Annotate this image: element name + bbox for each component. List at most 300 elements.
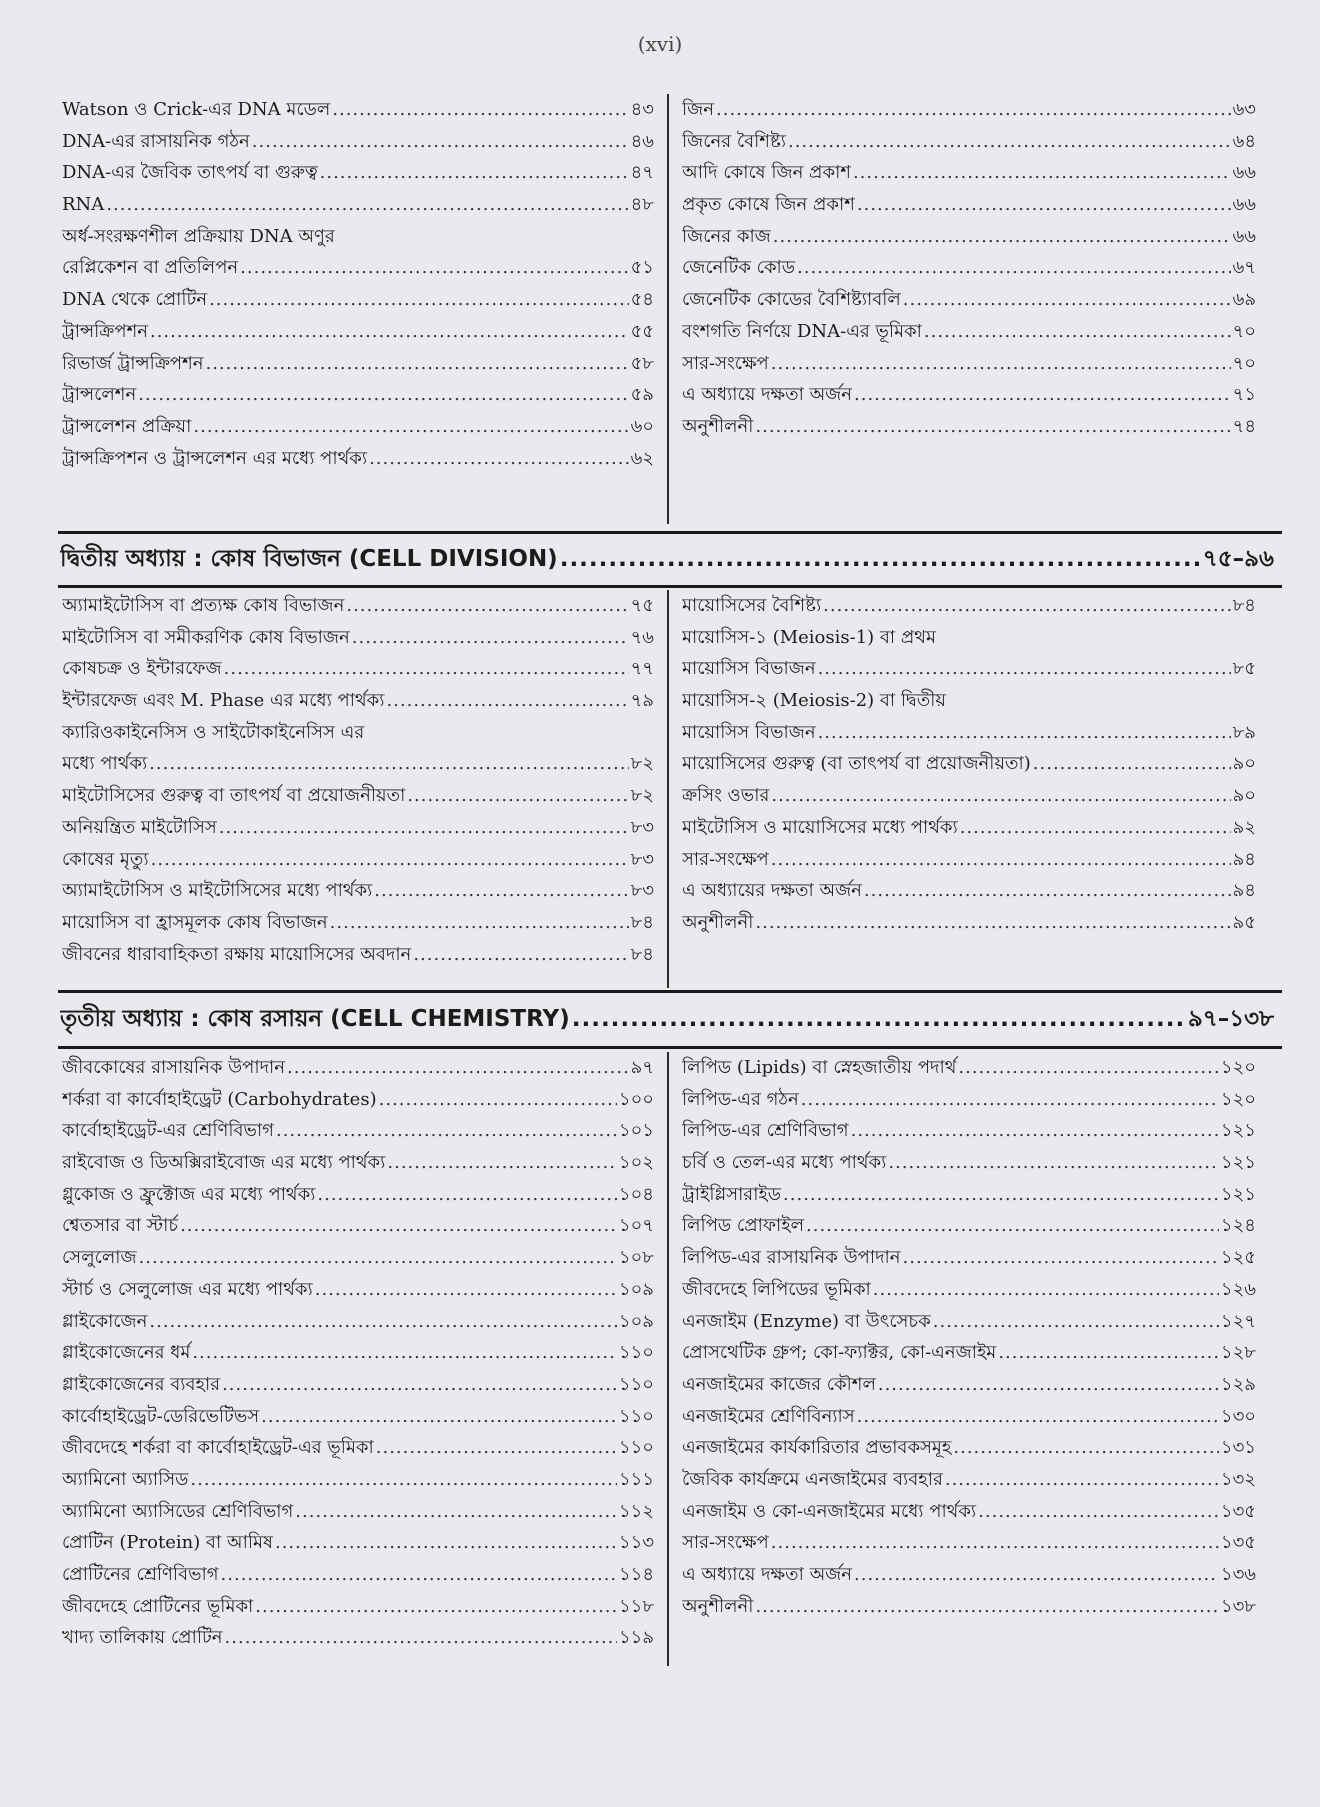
leader-dots bbox=[853, 157, 1231, 189]
toc-entry-title: এনজাইমের কার্যকারিতার প্রভাবকসমূহ bbox=[682, 1437, 952, 1459]
chapter-divider bbox=[58, 990, 1282, 993]
toc-entry-page: ৭০ bbox=[1232, 320, 1256, 342]
toc-entry-page: ৯২ bbox=[1232, 816, 1256, 838]
leader-dots bbox=[139, 1242, 617, 1274]
toc-entry-page: ৮৩ bbox=[630, 880, 654, 902]
toc-entry bbox=[62, 1591, 654, 1623]
toc-entry bbox=[682, 94, 1256, 126]
toc-column-left bbox=[62, 94, 654, 474]
toc-entry bbox=[682, 1496, 1256, 1528]
toc-entry-title: জীবদেহে শর্করা বা কার্বোহাইড্রেট-এর ভূমিকা bbox=[62, 1437, 374, 1459]
toc-entry bbox=[682, 590, 1256, 622]
toc-entry-page: ১১৪ bbox=[618, 1564, 654, 1585]
leader-dots bbox=[374, 875, 628, 907]
toc-entry-page: ১০০ bbox=[618, 1088, 654, 1110]
leader-dots bbox=[255, 1591, 617, 1623]
toc-entry-page: ১২৮ bbox=[1220, 1342, 1256, 1364]
toc-entry-title: এনজাইম ও কো-এনজাইমের মধ্যে পার্থক্য bbox=[682, 1500, 977, 1522]
leader-dots bbox=[864, 875, 1231, 907]
leader-dots bbox=[413, 939, 628, 971]
toc-entry bbox=[682, 1464, 1256, 1496]
toc-entry-page: ১১০ bbox=[618, 1373, 654, 1395]
toc-entry-page: ১৩৬ bbox=[1220, 1564, 1256, 1585]
toc-entry-title: ক্যারিওকাইনেসিস ও সাইটোকাইনেসিস এর bbox=[62, 721, 365, 743]
leader-dots bbox=[903, 1242, 1219, 1274]
leader-dots bbox=[276, 1115, 617, 1147]
toc-entry-title: শর্করা বা কার্বোহাইড্রেট (Carbohydrates) bbox=[62, 1088, 377, 1110]
toc-entry-title: সার-সংক্ষেপ bbox=[682, 1532, 769, 1554]
leader-dots bbox=[572, 1006, 1186, 1032]
toc-entry-page: ৯০ bbox=[1232, 753, 1256, 775]
toc-entry bbox=[62, 221, 654, 253]
toc-entry-title: কোষের মৃত্যু bbox=[62, 848, 149, 870]
toc-entry-page: ৬৪ bbox=[1232, 130, 1256, 152]
toc-entry-title: Watson ও Crick-এর DNA মডেল bbox=[62, 99, 331, 120]
leader-dots bbox=[407, 780, 628, 812]
leader-dots bbox=[369, 443, 629, 475]
toc-entry-page: ৯৫ bbox=[1232, 911, 1256, 933]
toc-entry-title: অর্ধ-সংরক্ষণশীল প্রক্রিয়ায় DNA অণুর bbox=[62, 225, 335, 247]
toc-entry-title: রাইবোজ ও ডিঅক্সিরাইবোজ এর মধ্যে পার্থক্য bbox=[62, 1152, 386, 1174]
toc-entry-page: ১০৭ bbox=[618, 1215, 654, 1237]
leader-dots bbox=[193, 411, 628, 443]
toc-entry-title: মায়োসিসের বৈশিষ্ট্য bbox=[682, 595, 822, 616]
toc-entry-title: মায়োসিস-১ (Meiosis-1) বা প্রথম bbox=[682, 626, 936, 648]
toc-entry-title: মাইটোসিস বা সমীকরণিক কোষ বিভাজন bbox=[62, 626, 350, 648]
toc-entry-title: মায়োসিস বা হ্রাসমূলক কোষ বিভাজন bbox=[62, 911, 328, 933]
column-divider bbox=[667, 94, 669, 524]
toc-entry-title: এনজাইমের কাজের কৌশল bbox=[682, 1373, 876, 1395]
toc-entry bbox=[62, 1179, 654, 1211]
toc-entry-title: সার-সংক্ষেপ bbox=[682, 352, 769, 374]
toc-entry bbox=[682, 1527, 1256, 1559]
leader-dots bbox=[192, 1337, 617, 1369]
toc-entry-title: মাইটোসিস ও মায়োসিসের মধ্যে পার্থক্য bbox=[682, 816, 958, 838]
leader-dots bbox=[190, 1464, 617, 1496]
leader-dots bbox=[801, 1084, 1219, 1116]
toc-entry bbox=[62, 1210, 654, 1242]
toc-entry-page: ৫৫ bbox=[630, 320, 654, 342]
toc-entry-title: কোষচক্র ও ইন্টারফেজ bbox=[62, 658, 222, 680]
leader-dots bbox=[924, 316, 1231, 348]
toc-entry bbox=[62, 443, 654, 475]
toc-entry bbox=[682, 1052, 1256, 1084]
toc-entry bbox=[682, 844, 1256, 876]
toc-entry bbox=[62, 316, 654, 348]
toc-entry bbox=[682, 1432, 1256, 1464]
toc-entry bbox=[62, 157, 654, 189]
toc-entry bbox=[62, 379, 654, 411]
toc-entry-page: ১০৯ bbox=[618, 1278, 654, 1300]
toc-entry bbox=[682, 1242, 1256, 1274]
toc-entry bbox=[682, 1337, 1256, 1369]
toc-entry-title: খাদ্য তালিকায় প্রোটিন bbox=[62, 1627, 223, 1649]
chapter-divider bbox=[58, 531, 1282, 534]
leader-dots bbox=[953, 1432, 1219, 1464]
toc-entry bbox=[62, 1052, 654, 1084]
leader-dots bbox=[138, 379, 628, 411]
toc-entry-title: জিন bbox=[682, 99, 714, 120]
toc-entry-page: ৬৬ bbox=[1232, 194, 1256, 216]
leader-dots bbox=[106, 189, 628, 221]
leader-dots bbox=[851, 1115, 1219, 1147]
toc-entry-title: সার-সংক্ষেপ bbox=[682, 848, 769, 870]
chapter-2-pages: ৭৫–৯৬ bbox=[1202, 546, 1274, 572]
toc-entry-title: অনিয়ন্ত্রিত মাইটোসিস bbox=[62, 816, 217, 838]
leader-dots bbox=[287, 1052, 629, 1084]
column-divider bbox=[667, 1052, 669, 1666]
toc-entry-page: ৫৮ bbox=[630, 352, 654, 374]
toc-entry-title: গ্লাইকোজেনের ব্যবহার bbox=[62, 1373, 221, 1395]
toc-column-left bbox=[62, 1052, 654, 1654]
leader-dots bbox=[783, 1179, 1219, 1211]
leader-dots bbox=[998, 1337, 1219, 1369]
toc-entry bbox=[682, 189, 1256, 221]
leader-dots bbox=[854, 379, 1231, 411]
toc-entry bbox=[62, 780, 654, 812]
toc-entry-title: ট্রান্সক্রিপশন ও ট্রান্সলেশন এর মধ্যে পার্থক্য bbox=[62, 447, 368, 469]
leader-dots bbox=[205, 348, 628, 380]
toc-entry-title: আদি কোষে জিন প্রকাশ bbox=[682, 162, 851, 184]
column-divider bbox=[667, 590, 669, 988]
leader-dots bbox=[755, 411, 1230, 443]
toc-entry bbox=[682, 411, 1256, 443]
toc-entry bbox=[682, 126, 1256, 158]
toc-entry-page: ১২১ bbox=[1220, 1183, 1256, 1205]
leader-dots bbox=[716, 94, 1231, 126]
toc-entry-title: অনুশীলনী bbox=[682, 1595, 754, 1617]
toc-entry bbox=[682, 1179, 1256, 1211]
toc-entry bbox=[62, 875, 654, 907]
toc-entry bbox=[62, 1306, 654, 1338]
toc-entry-title: মায়োসিস বিভাজন bbox=[682, 658, 816, 680]
toc-entry-page: ৮৫ bbox=[1232, 658, 1256, 680]
toc-entry-title: জৈবিক কার্যক্রমে এনজাইমের ব্যবহার bbox=[682, 1468, 943, 1490]
leader-dots bbox=[960, 812, 1231, 844]
toc-entry-page: ৬৬ bbox=[1232, 162, 1256, 184]
toc-entry-page: ৬০ bbox=[630, 415, 654, 437]
toc-entry-page: ৭৬ bbox=[630, 626, 654, 648]
leader-dots bbox=[771, 844, 1231, 876]
toc-entry bbox=[682, 316, 1256, 348]
toc-entry-page: ১২১ bbox=[1220, 1120, 1256, 1142]
toc-entry bbox=[682, 1115, 1256, 1147]
toc-entry bbox=[682, 221, 1256, 253]
toc-entry-title: RNA bbox=[62, 194, 105, 216]
toc-entry-title: ট্রাইগ্লিসারাইড bbox=[682, 1183, 782, 1205]
toc-entry-page: ১০২ bbox=[618, 1152, 654, 1174]
leader-dots bbox=[149, 1306, 617, 1338]
toc-entry bbox=[62, 284, 654, 316]
toc-entry bbox=[682, 1559, 1256, 1591]
leader-dots bbox=[878, 1369, 1219, 1401]
toc-entry-page: ১২৫ bbox=[1220, 1247, 1256, 1269]
leader-dots bbox=[788, 126, 1231, 158]
toc-entry-page: ১৩৫ bbox=[1220, 1500, 1256, 1522]
toc-entry-title: জিনের কাজ bbox=[682, 225, 771, 247]
toc-entry bbox=[62, 126, 654, 158]
toc-entry bbox=[682, 1084, 1256, 1116]
toc-entry bbox=[62, 252, 654, 284]
leader-dots bbox=[818, 717, 1231, 749]
toc-entry-page: ১১৯ bbox=[618, 1627, 654, 1649]
toc-entry-page: ১০১ bbox=[618, 1120, 654, 1142]
leader-dots bbox=[224, 653, 629, 685]
toc-entry bbox=[62, 1242, 654, 1274]
leader-dots bbox=[857, 1401, 1219, 1433]
toc-entry-title: অনুশীলনী bbox=[682, 415, 754, 437]
toc-entry-page: ১২০ bbox=[1220, 1088, 1256, 1110]
toc-entry-title: এ অধ্যায়ে দক্ষতা অর্জন bbox=[682, 1564, 853, 1585]
leader-dots bbox=[823, 590, 1230, 622]
toc-entry bbox=[682, 622, 1256, 654]
toc-entry-title: জিনের বৈশিষ্ট্য bbox=[682, 130, 786, 152]
toc-entry bbox=[62, 1432, 654, 1464]
leader-dots bbox=[150, 316, 629, 348]
leader-dots bbox=[958, 1052, 1219, 1084]
leader-dots bbox=[320, 157, 629, 189]
toc-entry-page: ১১০ bbox=[618, 1342, 654, 1364]
toc-entry bbox=[62, 622, 654, 654]
toc-entry-title: মায়োসিস-২ (Meiosis-2) বা দ্বিতীয় bbox=[682, 690, 946, 712]
toc-entry bbox=[62, 1084, 654, 1116]
toc-entry-title: DNA-এর জৈবিক তাৎপর্য বা গুরুত্ব bbox=[62, 162, 318, 184]
leader-dots bbox=[387, 1147, 617, 1179]
toc-entry bbox=[62, 1527, 654, 1559]
chapter-3-title: তৃতীয় অধ্যায় : কোষ রসায়ন (CELL CHEMISTRY) bbox=[60, 1006, 570, 1032]
toc-entry-page: ৭১ bbox=[1232, 384, 1256, 406]
toc-entry-page: ৬৬ bbox=[1232, 225, 1256, 247]
toc-entry-page: ৮৪ bbox=[630, 911, 654, 933]
toc-entry bbox=[682, 157, 1256, 189]
toc-entry-title: অ্যামাইটোসিস বা প্রত্যক্ষ কোষ বিভাজন bbox=[62, 595, 345, 616]
toc-column-right bbox=[682, 1052, 1256, 1622]
leader-dots bbox=[261, 1401, 617, 1433]
toc-entry-title: ট্রান্সলেশন bbox=[62, 384, 137, 406]
toc-entry-title: এ অধ্যায়ের দক্ষতা অর্জন bbox=[682, 880, 862, 902]
toc-entry-title: লিপিড-এর গঠন bbox=[682, 1088, 799, 1110]
toc-entry-title: DNA থেকে প্রোটিন bbox=[62, 289, 208, 311]
toc-entry-title: অ্যামিনো অ্যাসিডের শ্রেণিবিভাগ bbox=[62, 1500, 294, 1522]
chapter-2-title: দ্বিতীয় অধ্যায় : কোষ বিভাজন (CELL DIVISION) bbox=[60, 546, 558, 572]
toc-entry-page: ১৩০ bbox=[1220, 1405, 1256, 1427]
toc-entry bbox=[62, 748, 654, 780]
leader-dots bbox=[818, 653, 1231, 685]
toc-entry bbox=[62, 1274, 654, 1306]
leader-dots bbox=[330, 907, 629, 939]
toc-entry-title: বংশগতি নির্ণয়ে DNA-এর ভূমিকা bbox=[682, 320, 922, 342]
toc-entry-page: ৮৪ bbox=[630, 943, 654, 965]
toc-entry-page: ১২৯ bbox=[1220, 1373, 1256, 1395]
toc-entry-page: ১১৮ bbox=[618, 1595, 654, 1617]
toc-entry bbox=[682, 1591, 1256, 1623]
chapter-divider bbox=[58, 585, 1282, 588]
leader-dots bbox=[773, 221, 1231, 253]
toc-entry-title: জীবনের ধারাবাহিকতা রক্ষায় মায়োসিসের অবদান bbox=[62, 943, 412, 965]
toc-entry bbox=[682, 1306, 1256, 1338]
leader-dots bbox=[771, 1527, 1219, 1559]
toc-entry-page: ১১২ bbox=[618, 1500, 654, 1522]
toc-entry bbox=[62, 1496, 654, 1528]
toc-entry-page: ৬২ bbox=[630, 447, 654, 469]
leader-dots bbox=[151, 844, 629, 876]
toc-entry-page: ৪৩ bbox=[630, 99, 654, 120]
toc-entry bbox=[62, 1337, 654, 1369]
toc-entry-title: রিভার্জ ট্রান্সক্রিপশন bbox=[62, 352, 204, 374]
toc-entry-page: ৫৪ bbox=[630, 289, 654, 311]
toc-entry-title: জীবদেহে লিপিডের ভূমিকা bbox=[682, 1278, 871, 1300]
toc-entry bbox=[62, 844, 654, 876]
toc-entry-page: ১১৩ bbox=[618, 1532, 654, 1554]
toc-entry-page: ১৩১ bbox=[1220, 1437, 1256, 1459]
toc-entry bbox=[62, 189, 654, 221]
toc-entry bbox=[62, 717, 654, 749]
toc-entry-title: অ্যামাইটোসিস ও মাইটোসিসের মধ্যে পার্থক্য bbox=[62, 880, 373, 902]
toc-entry-title: অ্যামিনো অ্যাসিড bbox=[62, 1468, 189, 1490]
leader-dots bbox=[771, 780, 1230, 812]
leader-dots bbox=[560, 546, 1201, 572]
toc-entry-page: ৮৪ bbox=[1232, 595, 1256, 616]
leader-dots bbox=[854, 1559, 1219, 1591]
toc-entry-title: প্রোটিনের শ্রেণিবিভাগ bbox=[62, 1564, 219, 1585]
toc-entry-page: ১২৬ bbox=[1220, 1278, 1256, 1300]
toc-entry-title: কার্বোহাইড্রেট-ডেরিভেটিভস bbox=[62, 1405, 260, 1427]
toc-column-left bbox=[62, 590, 654, 970]
toc-entry bbox=[682, 780, 1256, 812]
toc-entry-page: ৮২ bbox=[630, 753, 654, 775]
toc-entry bbox=[682, 252, 1256, 284]
toc-entry-page: ৯৪ bbox=[1232, 880, 1256, 902]
toc-entry-title: এনজাইম (Enzyme) বা উৎসেচক bbox=[682, 1310, 931, 1332]
toc-entry-title: গ্লুকোজ ও ফ্রুক্টোজ এর মধ্যে পার্থক্য bbox=[62, 1183, 316, 1205]
leader-dots bbox=[376, 1432, 617, 1464]
leader-dots bbox=[978, 1496, 1219, 1528]
toc-entry bbox=[682, 1274, 1256, 1306]
leader-dots bbox=[221, 1559, 617, 1591]
toc-entry-title: ট্রান্সলেশন প্রক্রিয়া bbox=[62, 415, 192, 437]
toc-entry bbox=[682, 653, 1256, 685]
toc-entry-page: ৪৭ bbox=[630, 162, 654, 184]
toc-entry-page: ১১১ bbox=[618, 1468, 654, 1490]
toc-entry-page: ৪৬ bbox=[630, 130, 654, 152]
toc-entry-title: চর্বি ও তেল-এর মধ্যে পার্থক্য bbox=[682, 1152, 887, 1174]
toc-entry bbox=[62, 939, 654, 971]
toc-entry-title: এনজাইমের শ্রেণিবিন্যাস bbox=[682, 1405, 855, 1427]
leader-dots bbox=[386, 685, 628, 717]
toc-entry-title: প্রোসথেটিক গ্রুপ; কো-ফ্যাক্টর, কো-এনজাইম bbox=[682, 1342, 997, 1364]
toc-entry-title: রেপ্লিকেশন বা প্রতিলিপন bbox=[62, 257, 239, 279]
toc-entry-page: ৮৩ bbox=[630, 816, 654, 838]
toc-entry-page: ৭৭ bbox=[630, 658, 654, 680]
leader-dots bbox=[857, 189, 1231, 221]
leader-dots bbox=[933, 1306, 1219, 1338]
leader-dots bbox=[149, 748, 628, 780]
page-number: (xvi) bbox=[637, 32, 683, 56]
toc-entry bbox=[62, 590, 654, 622]
leader-dots bbox=[945, 1464, 1219, 1496]
toc-entry-page: ৭৪ bbox=[1232, 415, 1256, 437]
toc-entry-page: ৬৩ bbox=[1232, 99, 1256, 120]
leader-dots bbox=[315, 1274, 617, 1306]
toc-entry-title: ক্রসিং ওভার bbox=[682, 785, 770, 807]
toc-entry-page: ৬৯ bbox=[1232, 289, 1256, 311]
leader-dots bbox=[346, 590, 628, 622]
leader-dots bbox=[1033, 748, 1231, 780]
toc-entry-page: ৭৫ bbox=[630, 595, 654, 616]
toc-entry-page: ১০৮ bbox=[618, 1247, 654, 1269]
leader-dots bbox=[903, 284, 1231, 316]
leader-dots bbox=[225, 1622, 617, 1654]
chapter-3-heading bbox=[60, 1000, 1274, 1044]
leader-dots bbox=[219, 812, 629, 844]
leader-dots bbox=[771, 348, 1231, 380]
toc-entry-page: ৯৪ bbox=[1232, 848, 1256, 870]
toc-entry-page: ৭০ bbox=[1232, 352, 1256, 374]
toc-entry-title: ইন্টারফেজ এবং M. Phase এর মধ্যে পার্থক্য bbox=[62, 690, 385, 712]
leader-dots bbox=[222, 1369, 617, 1401]
toc-entry-title: স্টার্চ ও সেলুলোজ এর মধ্যে পার্থক্য bbox=[62, 1278, 313, 1300]
toc-entry-page: ১২১ bbox=[1220, 1152, 1256, 1174]
toc-entry-title: জীবদেহে প্রোটিনের ভূমিকা bbox=[62, 1595, 254, 1617]
toc-entry-page: ৯০ bbox=[1232, 785, 1256, 807]
toc-entry-title: মাইটোসিসের গুরুত্ব বা তাৎপর্য বা প্রয়োজনীয়তা bbox=[62, 785, 406, 807]
chapter-2-heading bbox=[60, 540, 1274, 584]
leader-dots bbox=[755, 907, 1230, 939]
leader-dots bbox=[352, 622, 629, 654]
toc-entry-page: ১২০ bbox=[1220, 1057, 1256, 1078]
toc-entry bbox=[62, 1369, 654, 1401]
toc-entry bbox=[682, 875, 1256, 907]
leader-dots bbox=[209, 284, 629, 316]
toc-entry-title: মায়োসিস বিভাজন bbox=[682, 721, 816, 743]
leader-dots bbox=[379, 1084, 617, 1116]
toc-entry-page: ১৩৮ bbox=[1220, 1595, 1256, 1617]
toc-entry-title: প্রকৃত কোষে জিন প্রকাশ bbox=[682, 194, 855, 216]
leader-dots bbox=[317, 1179, 617, 1211]
toc-entry bbox=[62, 812, 654, 844]
leader-dots bbox=[295, 1496, 617, 1528]
toc-entry-page: ৮৩ bbox=[630, 848, 654, 870]
toc-entry-page: ৫১ bbox=[630, 257, 654, 279]
toc-entry-title: গ্লাইকোজেন bbox=[62, 1310, 148, 1332]
toc-entry-page: ১০৯ bbox=[618, 1310, 654, 1332]
toc-entry-page: ৮৯ bbox=[1232, 721, 1256, 743]
toc-column-right bbox=[682, 590, 1256, 939]
leader-dots bbox=[888, 1147, 1219, 1179]
toc-entry-title: মায়োসিসের গুরুত্ব (বা তাৎপর্য বা প্রয়োজনীয়তা) bbox=[682, 753, 1031, 775]
toc-entry bbox=[62, 1559, 654, 1591]
toc-entry-page: ১১০ bbox=[618, 1437, 654, 1459]
leader-dots bbox=[806, 1210, 1219, 1242]
toc-entry-title: জীবকোষের রাসায়নিক উপাদান bbox=[62, 1057, 286, 1078]
chapter-divider bbox=[58, 1046, 1282, 1049]
toc-entry-title: লিপিড-এর রাসায়নিক উপাদান bbox=[682, 1247, 901, 1269]
toc-entry-title: এ অধ্যায়ে দক্ষতা অর্জন bbox=[682, 384, 853, 406]
toc-entry bbox=[62, 1464, 654, 1496]
toc-entry bbox=[62, 1622, 654, 1654]
toc-entry bbox=[682, 1369, 1256, 1401]
chapter-3-pages: ৯৭–১৩৮ bbox=[1187, 1006, 1274, 1032]
toc-entry bbox=[682, 1401, 1256, 1433]
toc-entry bbox=[62, 1147, 654, 1179]
leader-dots bbox=[332, 94, 628, 126]
toc-entry-title: DNA-এর রাসায়নিক গঠন bbox=[62, 130, 250, 152]
toc-entry-title: ট্রান্সক্রিপশন bbox=[62, 320, 148, 342]
toc-entry-page: ১২৪ bbox=[1220, 1215, 1256, 1237]
leader-dots bbox=[755, 1591, 1218, 1623]
toc-entry-title: সেলুলোজ bbox=[62, 1247, 137, 1269]
leader-dots bbox=[275, 1527, 617, 1559]
